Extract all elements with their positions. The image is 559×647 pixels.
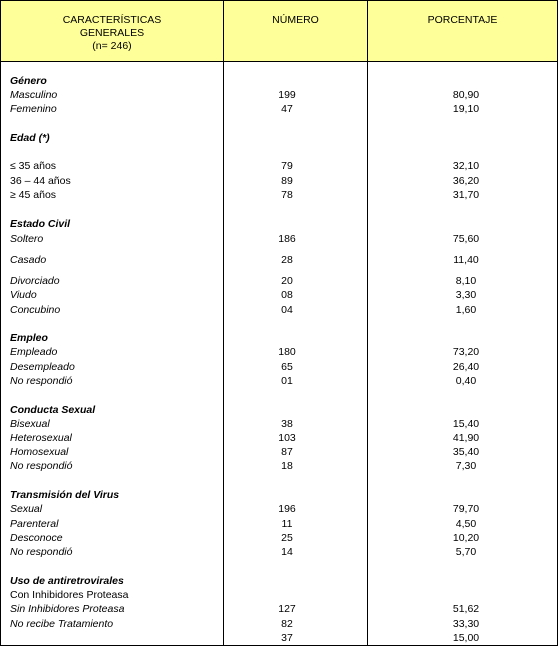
header-number-label: NÚMERO bbox=[272, 14, 319, 26]
row-number: 28 bbox=[281, 254, 293, 266]
row-percentage: 73,20 bbox=[452, 346, 480, 358]
row-label: Divorciado bbox=[10, 275, 60, 287]
row-number: 37 bbox=[281, 632, 293, 644]
table-row bbox=[1, 403, 557, 417]
row-label: No recibe Tratamiento bbox=[10, 618, 114, 630]
table-row bbox=[1, 74, 557, 88]
table-row bbox=[1, 617, 557, 631]
section-heading: Género bbox=[10, 75, 47, 87]
row-percentage: 41,90 bbox=[452, 432, 480, 444]
row-label: Casado bbox=[10, 254, 47, 266]
row-percentage: 1,60 bbox=[455, 304, 477, 316]
table-row bbox=[1, 253, 557, 267]
row-label: Femenino bbox=[10, 103, 57, 115]
table-row bbox=[1, 131, 557, 145]
row-percentage: 80,90 bbox=[452, 89, 480, 101]
section-heading: Edad (*) bbox=[10, 132, 50, 144]
row-percentage: 79,70 bbox=[452, 503, 480, 515]
section-heading: Estado Civil bbox=[10, 218, 71, 230]
section-heading: Empleo bbox=[10, 332, 48, 344]
row-label: Parenteral bbox=[10, 518, 59, 530]
table-row bbox=[1, 217, 557, 231]
table-row bbox=[1, 602, 557, 616]
table-row bbox=[1, 545, 557, 559]
row-number: 18 bbox=[281, 460, 293, 472]
row-number: 65 bbox=[281, 361, 293, 373]
row-label: ≥ 45 años bbox=[10, 189, 57, 201]
row-percentage: 11,40 bbox=[453, 254, 479, 266]
row-number: 25 bbox=[281, 532, 293, 544]
row-label: Masculino bbox=[10, 89, 58, 101]
row-number: 87 bbox=[281, 446, 293, 458]
table-row bbox=[1, 188, 557, 202]
row-number: 78 bbox=[281, 189, 293, 201]
header-percentage bbox=[368, 1, 557, 61]
row-percentage: 51,62 bbox=[452, 603, 480, 615]
row-percentage: 35,40 bbox=[452, 446, 480, 458]
header-characteristics bbox=[1, 1, 223, 61]
row-number: 38 bbox=[281, 418, 293, 430]
header-number bbox=[224, 1, 367, 61]
row-percentage: 5,70 bbox=[455, 546, 477, 558]
row-percentage: 19,10 bbox=[452, 103, 480, 115]
row-percentage: 32,10 bbox=[452, 160, 480, 172]
row-number: 08 bbox=[281, 289, 293, 301]
table-row bbox=[1, 417, 557, 431]
table-row bbox=[1, 288, 557, 302]
table-row bbox=[1, 102, 557, 116]
section-heading: Transmisión del Virus bbox=[10, 489, 120, 501]
table-row bbox=[1, 159, 557, 173]
row-percentage: 26,40 bbox=[452, 361, 480, 373]
table-row bbox=[1, 174, 557, 188]
row-label: ≤ 35 años bbox=[10, 160, 57, 172]
table-row bbox=[1, 232, 557, 246]
row-number: 01 bbox=[281, 375, 293, 387]
row-percentage: 10,20 bbox=[452, 532, 480, 544]
table-row bbox=[1, 331, 557, 345]
row-percentage: 0,40 bbox=[455, 375, 477, 387]
row-label: Soltero bbox=[10, 233, 44, 245]
row-percentage: 3,30 bbox=[455, 289, 477, 301]
row-number: 04 bbox=[281, 304, 293, 316]
table-row bbox=[1, 574, 557, 588]
table-header bbox=[1, 1, 557, 62]
row-percentage: 7,30 bbox=[455, 460, 477, 472]
row-number: 82 bbox=[281, 618, 293, 630]
row-number: 47 bbox=[281, 103, 293, 115]
row-label: No respondió bbox=[10, 546, 73, 558]
table-row bbox=[1, 431, 557, 445]
row-label: No respondió bbox=[10, 375, 73, 387]
row-label: 36 – 44 años bbox=[10, 175, 71, 187]
table-row bbox=[1, 502, 557, 516]
row-label: Viudo bbox=[10, 289, 37, 301]
table-row bbox=[1, 445, 557, 459]
table-row bbox=[1, 360, 557, 374]
row-number: 199 bbox=[278, 89, 296, 101]
row-label: Homosexual bbox=[10, 446, 69, 458]
row-label: Con Inhibidores Proteasa bbox=[10, 589, 129, 601]
row-percentage: 36,20 bbox=[452, 175, 480, 187]
table-row bbox=[1, 631, 557, 645]
row-percentage: 15,40 bbox=[452, 418, 480, 430]
row-label: Concubino bbox=[10, 304, 61, 316]
row-percentage: 75,60 bbox=[452, 233, 480, 245]
row-label: No respondió bbox=[10, 460, 73, 472]
table-row bbox=[1, 459, 557, 473]
row-label: Empleado bbox=[10, 346, 58, 358]
row-label: Desempleado bbox=[10, 361, 75, 373]
row-percentage: 4,50 bbox=[455, 518, 477, 530]
row-label: Bisexual bbox=[10, 418, 50, 430]
row-number: 14 bbox=[281, 546, 293, 558]
table-row bbox=[1, 588, 557, 602]
table-row bbox=[1, 88, 557, 102]
table-row bbox=[1, 374, 557, 388]
row-number: 89 bbox=[281, 175, 293, 187]
row-number: 20 bbox=[281, 275, 293, 287]
row-percentage: 8,10 bbox=[455, 275, 477, 287]
table-row bbox=[1, 488, 557, 502]
header-characteristics-label: CARACTERÍSTICAS GENERALES (n= 246) bbox=[62, 14, 162, 52]
row-number: 186 bbox=[278, 233, 296, 245]
row-number: 103 bbox=[278, 432, 296, 444]
row-label: Desconoce bbox=[10, 532, 63, 544]
header-percentage-label: PORCENTAJE bbox=[427, 14, 498, 26]
row-number: 127 bbox=[278, 603, 296, 615]
row-percentage: 15,00 bbox=[452, 632, 480, 644]
table-row bbox=[1, 274, 557, 288]
table-row bbox=[1, 345, 557, 359]
row-number: 180 bbox=[278, 346, 296, 358]
row-label: Heterosexual bbox=[10, 432, 72, 444]
section-heading: Uso de antiretrovirales bbox=[10, 575, 124, 587]
row-number: 11 bbox=[281, 518, 293, 530]
row-number: 196 bbox=[278, 503, 296, 515]
row-percentage: 33,30 bbox=[452, 618, 480, 630]
row-number: 79 bbox=[281, 160, 293, 172]
section-heading: Conducta Sexual bbox=[10, 404, 96, 416]
table-row bbox=[1, 531, 557, 545]
row-label: Sin Inhibidores Proteasa bbox=[10, 603, 125, 615]
table-row bbox=[1, 303, 557, 317]
table-row bbox=[1, 517, 557, 531]
row-label: Sexual bbox=[10, 503, 43, 515]
row-percentage: 31,70 bbox=[452, 189, 480, 201]
